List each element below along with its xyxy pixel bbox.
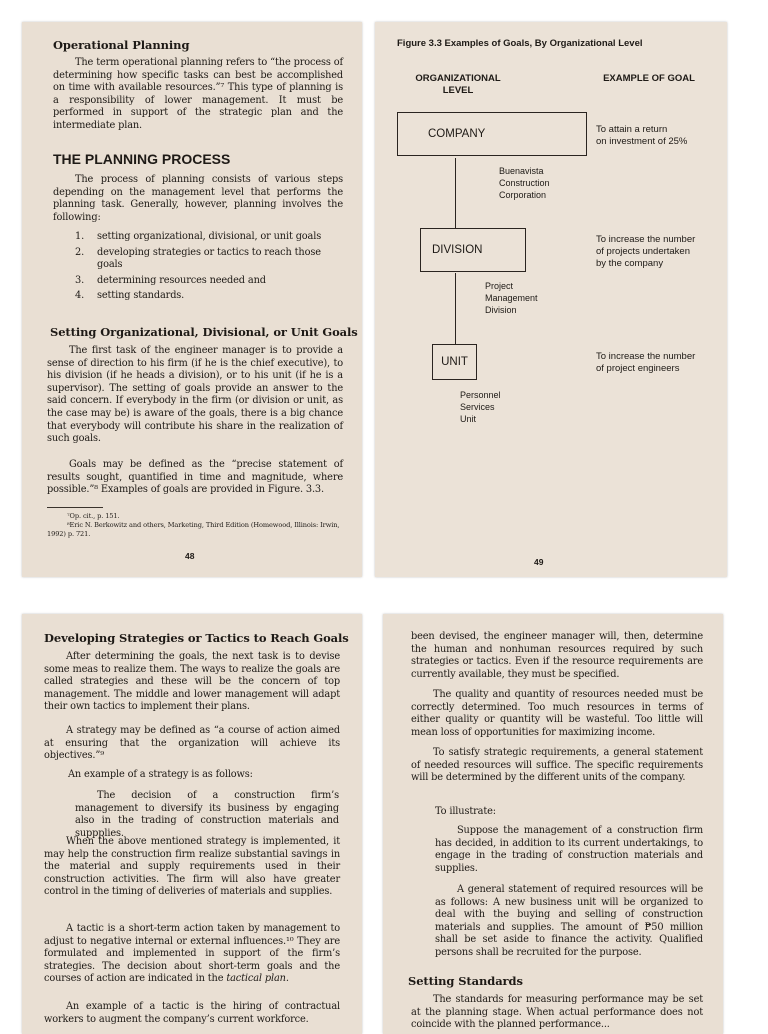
list-number: 3.	[75, 274, 85, 286]
tactical-plan-italic: tactical plan.	[226, 973, 289, 985]
division-goal-line: of projects undertaken	[596, 246, 691, 257]
connector-line	[455, 158, 456, 229]
paragraph-operational-planning: The term operational planning refers to “the process of determining how specific tasks can best be accomplished on time with available resources.”⁷ This type of planning is a responsibility of lower management. It must be performed in support of the strategic plan and the intermediate plan.	[53, 57, 343, 131]
division-name-line: Project	[485, 281, 514, 291]
division-box	[420, 228, 526, 272]
paragraph-strategies-5-text: A tactic is a short-term action taken by management to adjust to negative internal or external influences.¹⁰ They are formulated and implemented in support of the firm’s strategies. The decision about short-term goals and the courses of action are indicated in the	[44, 923, 340, 985]
heading-operational-planning: Operational Planning	[53, 38, 190, 52]
unit-name-line: Personnel	[460, 390, 501, 400]
unit-name-line: Unit	[460, 414, 477, 424]
list-item	[75, 231, 343, 244]
unit-name	[460, 389, 550, 425]
list-number: 4.	[75, 290, 85, 302]
paragraph-strategies-1: After determining the goals, the next task is to devise some meas to realize them. The ways to realize the goals are called strategies and these will be the concern of top management. The middle and lower management will adapt their own tactics to implement their plans.	[44, 651, 340, 713]
unit-goal	[596, 351, 721, 375]
page-number: 49	[534, 557, 544, 567]
page-48	[22, 22, 362, 577]
company-box-label: COMPANY	[428, 128, 486, 140]
division-box-label: DIVISION	[432, 244, 483, 256]
page-number: 48	[185, 551, 195, 561]
list-text: developing strategies or tactics to reach those goals	[97, 246, 321, 271]
list-text: determining resources needed and	[97, 274, 266, 286]
paragraph-strategies-4: When the above mentioned strategy is implemented, it may help the construction firm realize substantial savings in the material and supply requirements used in their construction activities. The firm will also have greater control in the timing of deliveries of materials and supplies.	[44, 836, 340, 898]
paragraph-setting-goals-2: Goals may be defined as the “precise statement of results sought, quantified in time and magnitude, where possible.”⁸ Examples of goals are provided in Figure. 3.3.	[47, 459, 343, 496]
column-header-goal: EXAMPLE OF GOAL	[603, 73, 695, 84]
paragraph-strategies-6: An example of a tactic is the hiring of contractual workers to augment the company’s current workforce.	[44, 1001, 340, 1025]
company-goal-line: on investment of 25%	[596, 136, 688, 147]
page-strategies	[22, 614, 362, 1034]
paragraph-strategies-5	[44, 923, 340, 986]
illustration-quote-2: A general statement of required resources will be as follows: A new business unit will be organized to deal with the buying and selling of construction materials and supplies. The amount of ₱50 million shall be set aside to finance the activity. Qualified persons shall be recruited for the purpose.	[435, 884, 703, 958]
footnote-8: ⁸Eric N. Berkowitz and others, Marketing, Third Edition (Homewood, Illinois: Irwin, 1992) p. 721.	[47, 521, 340, 538]
heading-setting-standards: Setting Standards	[408, 974, 523, 988]
division-name	[485, 280, 575, 316]
list-number: 1.	[75, 231, 85, 242]
paragraph-resources-1: been devised, the engineer manager will, then, determine the human and nonhuman resources required by such strategies or tactics. Even if the resource requirements are currently available, they must be specified.	[411, 631, 703, 680]
page-resources	[383, 614, 723, 1034]
strategy-example-quote: The decision of a construction firm’s management to diversify its business by engaging also in the trading of construction materials and suppplies.	[75, 790, 339, 839]
division-name-line: Division	[485, 305, 517, 315]
paragraph-standards: The standards for measuring performance may be set at the planning stage. When actual performance does not coincide with the planned performance...	[411, 994, 703, 1031]
illustration-quote-1: Suppose the management of a construction firm has decided, in addition to its current undertakings, to engage in the trading of construction materials and supplies.	[435, 825, 703, 874]
list-text: setting standards.	[97, 290, 185, 302]
list-item	[75, 290, 343, 303]
list-item	[75, 247, 343, 272]
company-name	[499, 165, 589, 201]
unit-goal-line: of project engineers	[596, 363, 680, 374]
company-goal	[596, 124, 721, 148]
paragraph-resources-2: The quality and quantity of resources needed must be correctly determined. Too much resources in terms of either quality or quantity will be wasteful. Too little will mean loss of opportunities for maximizing income.	[411, 689, 703, 738]
figure-caption: Figure 3.3 Examples of Goals, By Organizational Level	[397, 38, 643, 49]
unit-goal-line: To increase the number	[596, 351, 696, 362]
footnote-7: ⁷Op. cit., p. 151.	[67, 512, 120, 520]
footnote-divider	[47, 507, 103, 508]
unit-name-line: Services	[460, 402, 495, 412]
page-49	[375, 22, 727, 577]
connector-line	[455, 273, 456, 345]
paragraph-resources-3: To satisfy strategic requirements, a general statement of needed resources will suffice. The specific requirements will be determined by the different units of the company.	[411, 747, 703, 784]
list-number: 2.	[75, 246, 85, 258]
division-goal-line: To increase the number	[596, 234, 696, 245]
company-goal-line: To attain a return	[596, 124, 668, 135]
company-name-line: Construction	[499, 178, 550, 188]
division-goal-line: by the company	[596, 258, 664, 269]
column-header-level	[407, 73, 509, 97]
heading-setting-goals: Setting Organizational, Divisional, or Unit Goals	[50, 325, 358, 339]
list-text: setting organizational, divisional, or unit goals	[97, 231, 322, 242]
column-header-level-line2: LEVEL	[442, 85, 474, 96]
unit-box-label: UNIT	[441, 356, 468, 368]
unit-box	[432, 344, 477, 380]
division-goal	[596, 234, 721, 270]
company-name-line: Corporation	[499, 190, 547, 200]
division-name-line: Management	[485, 293, 538, 303]
list-item	[75, 275, 343, 288]
column-header-level-line1: ORGANIZATIONAL	[415, 73, 501, 84]
heading-planning-process: THE PLANNING PROCESS	[53, 151, 231, 167]
company-box	[397, 112, 587, 156]
paragraph-strategies-2: A strategy may be defined as “a course of action aimed at ensuring that the organization will achieve its objectives.”⁹	[44, 725, 340, 762]
paragraph-planning-process: The process of planning consists of various steps depending on the management level that performs the planning task. Generally, however, planning involves the following:	[53, 174, 343, 223]
heading-developing-strategies: Developing Strategies or Tactics to Reach Goals	[44, 631, 349, 645]
company-name-line: Buenavista	[499, 166, 544, 176]
planning-steps-list	[75, 231, 343, 303]
paragraph-strategies-3: An example of a strategy is as follows:	[68, 769, 253, 780]
paragraph-setting-goals-1: The first task of the engineer manager is to provide a sense of direction to his firm (if he is the chief executive), to his division (if he heads a division), or to his unit (if he is a supervisor). The setting of goals provide an answer to the said concern. If everybody in the firm (or division or unit, as the case may be) is aware of the goals, there is a big chance that everybody will contribute his share in the realization of such goals.	[47, 345, 343, 445]
paragraph-resources-4: To illustrate:	[435, 806, 496, 817]
